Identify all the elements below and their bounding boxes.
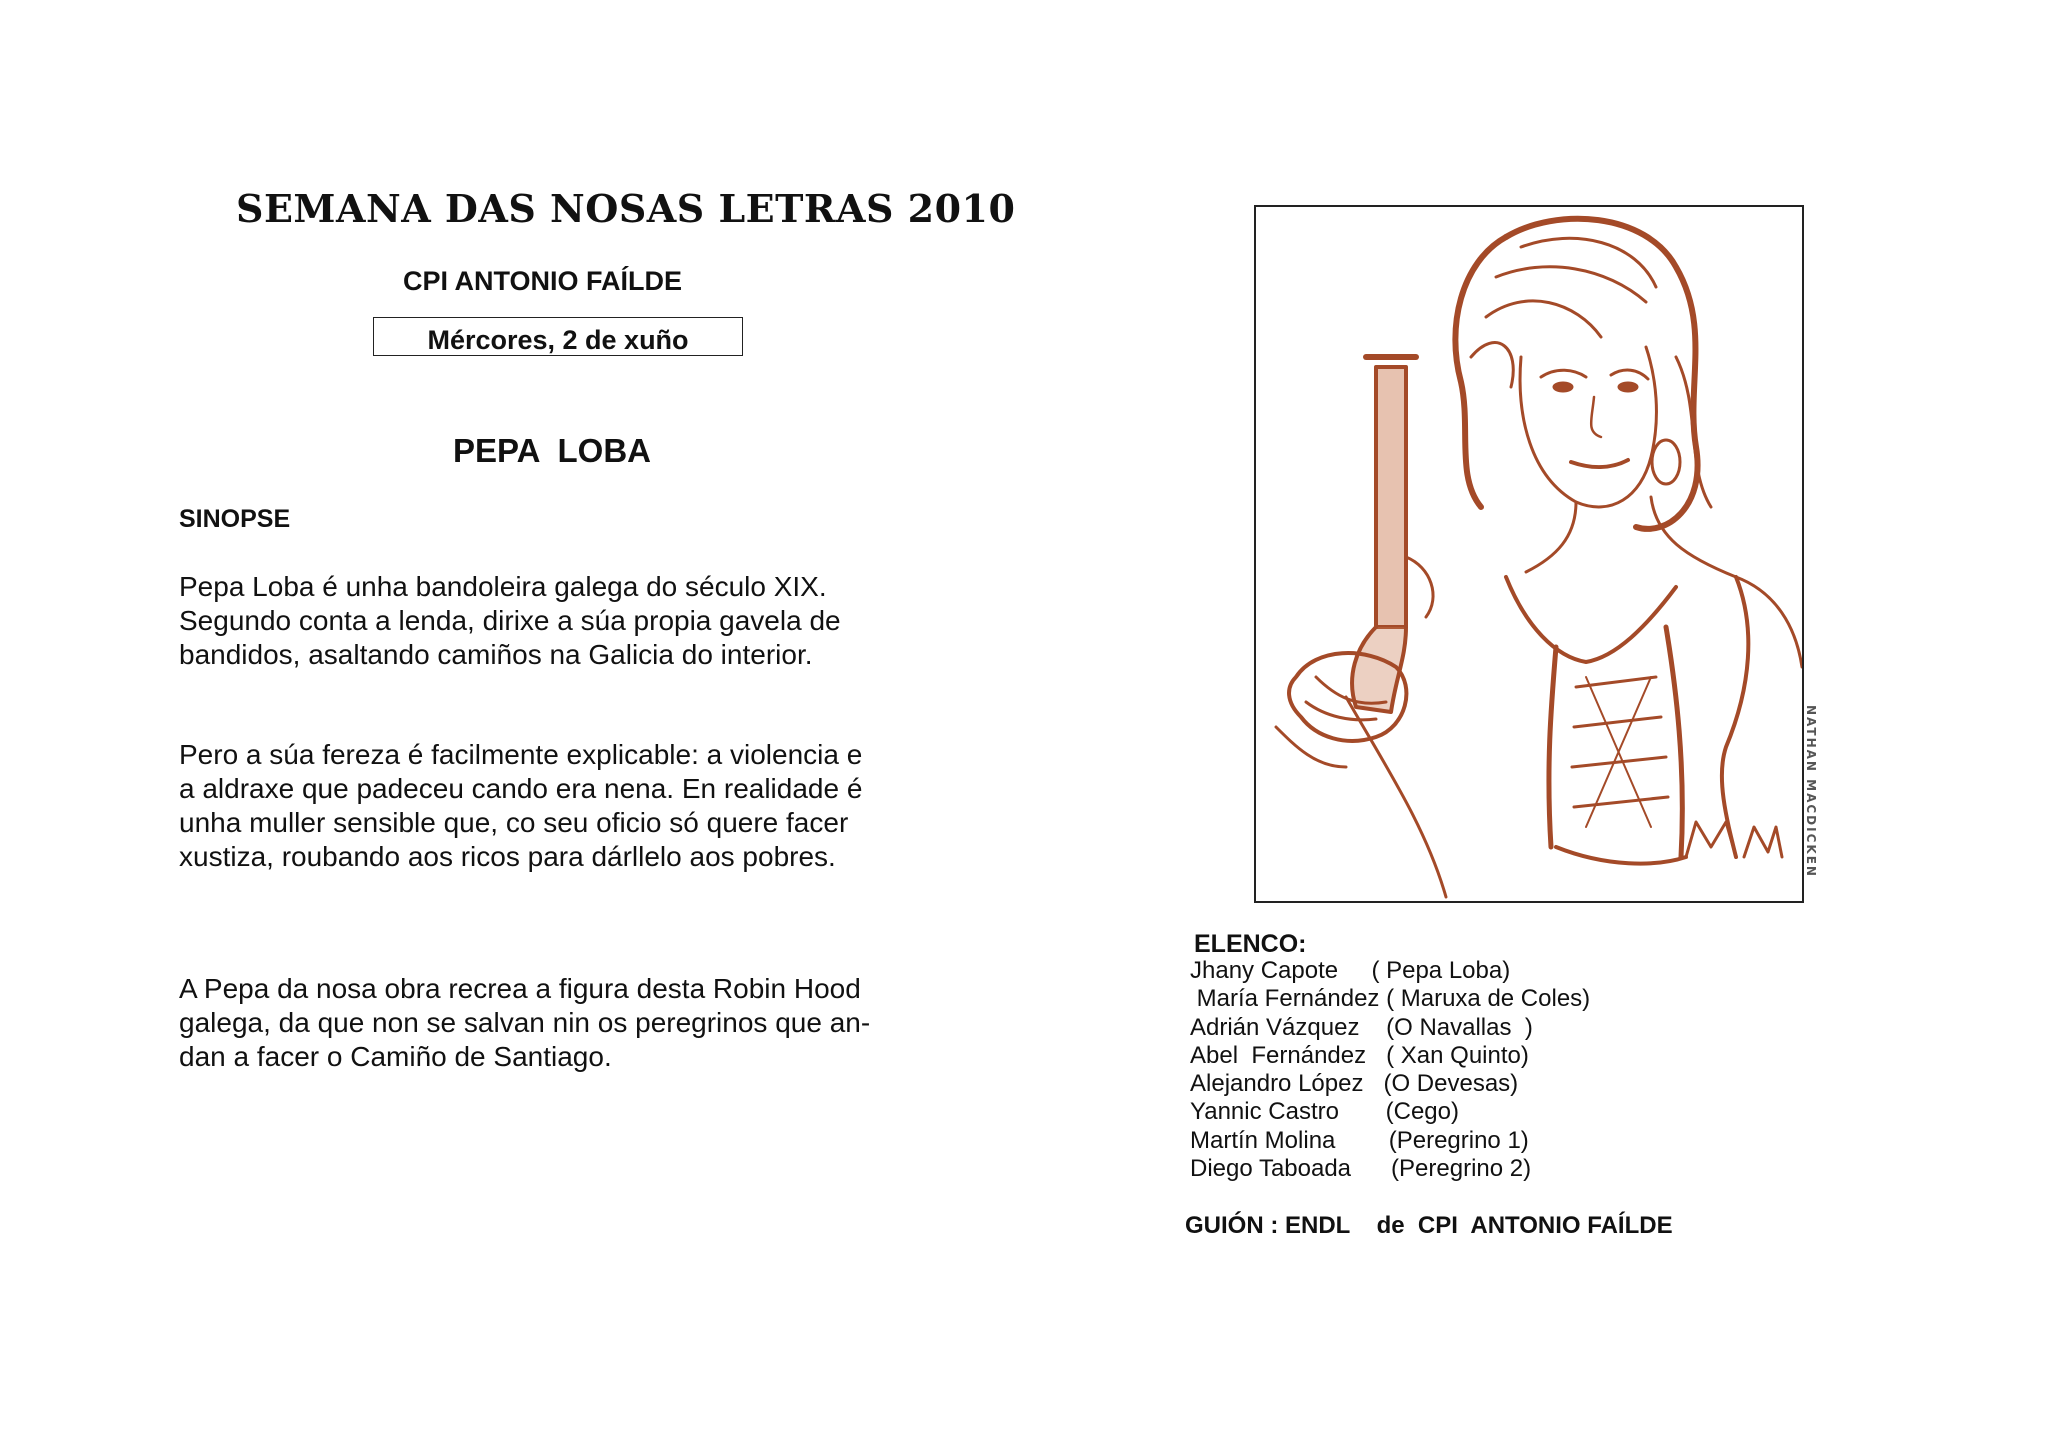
synopsis-heading: SINOPSE <box>179 505 291 533</box>
cast-member: Yannic Castro (Cego) <box>1190 1098 1459 1126</box>
cast-list <box>1190 957 1590 1183</box>
cast-heading: ELENCO: <box>1194 930 1307 958</box>
school-name: CPI ANTONIO FAÍLDE <box>403 266 683 296</box>
portrait-illustration <box>1254 205 1804 903</box>
cast-member: Adrián Vázquez (O Navallas ) <box>1190 1013 1533 1041</box>
synopsis-paragraph-3: A Pepa da nosa obra recrea a figura desta Robin Hood galega, da que non se salvan nin os peregrinos que an- dan a facer o Camiño de Santiago. <box>179 973 871 1072</box>
cast-member: Alejandro López (O Devesas) <box>1190 1070 1519 1098</box>
date-box <box>373 317 743 356</box>
cast-member: Diego Taboada (Peregrino 2) <box>1190 1155 1532 1183</box>
cast-member: Abel Fernández ( Xan Quinto) <box>1190 1041 1529 1069</box>
portrait-sketch <box>1256 207 1802 901</box>
artist-signature: NATHAN MACDICKEN <box>1804 705 1818 878</box>
cast-member: Jhany Capote ( Pepa Loba) <box>1190 957 1511 984</box>
cast-member: Martín Molina (Peregrino 1) <box>1190 1126 1529 1154</box>
cast-member: María Fernández ( Maruxa de Coles) <box>1190 985 1591 1013</box>
date-text: Mércores, 2 de xuño <box>427 325 689 355</box>
play-title: PEPA LOBA <box>453 432 652 469</box>
script-credits: GUIÓN : ENDL de CPI ANTONIO FAÍLDE <box>1185 1212 1673 1239</box>
synopsis-paragraph-1: Pepa Loba é unha bandoleira galega do século XIX. Segundo conta a lenda, dirixe a súa propia gavela de bandidos, asaltando camiños na Galicia do interior. <box>179 571 841 670</box>
synopsis-paragraph-2: Pero a súa fereza é facilmente explicable: a violencia e a aldraxe que padeceu cando era nena. En realidade é unha muller sensible que, co seu oficio só quere facer xustiza, roubando aos ricos para dárllelo aos pobres. <box>179 739 863 872</box>
event-title: SEMANA DAS NOSAS LETRAS 2010 <box>236 186 1016 231</box>
